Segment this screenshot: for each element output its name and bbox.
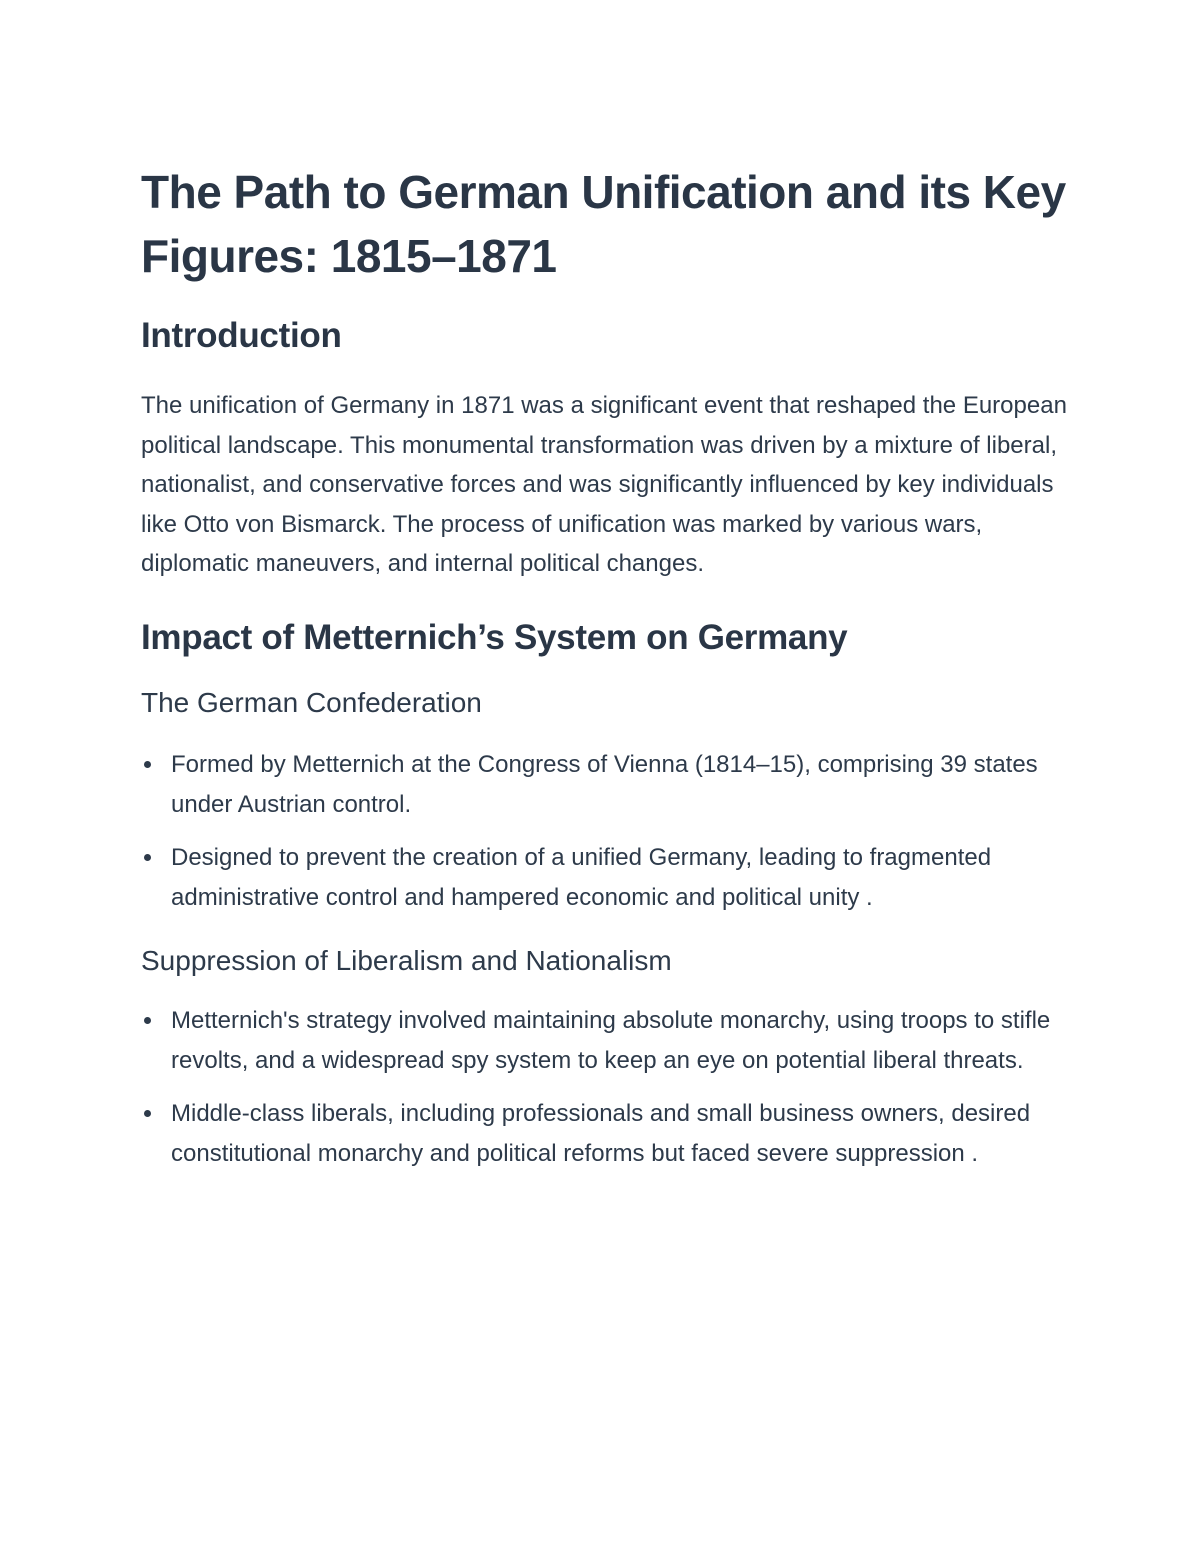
list-item <box>141 1094 1071 1174</box>
impact-heading: Impact of Metternich’s System on Germany <box>141 617 848 657</box>
suppression-heading: Suppression of Liberalism and Nationalism <box>141 944 672 976</box>
list-item-text: Formed by Metternich at the Congress of Vienna (1814–15), comprising 39 states under Austrian control. <box>171 750 1038 818</box>
list-item <box>141 745 1071 825</box>
list-item <box>141 1001 1071 1081</box>
document-content <box>141 160 1071 1187</box>
bullet-icon <box>144 1017 151 1024</box>
document-title: The Path to German Unification and its Key Figures: 1815–1871 <box>141 166 1066 282</box>
bullet-icon <box>144 854 151 861</box>
confederation-heading: The German Confederation <box>141 686 482 718</box>
list-item-text: Metternich's strategy involved maintaining absolute monarchy, using troops to stifle revolts, and a widespread spy system to keep an eye on potential liberal threats. <box>171 1006 1051 1074</box>
introduction-heading: Introduction <box>141 316 342 355</box>
introduction-paragraph: The unification of Germany in 1871 was a significant event that reshaped the European political landscape. This monumental transformation was driven by a mixture of liberal, nationalist, and conservative forces and was significantly influenced by key individuals like Otto von Bismarck. The process of unification was marked by various wars, diplomatic maneuvers, and internal political changes. <box>141 392 1067 577</box>
list-item-text: Middle-class liberals, including professionals and small business owners, desired constitutional monarchy and political reforms but faced severe suppression . <box>171 1099 1031 1167</box>
bullet-icon <box>144 761 151 768</box>
list-item <box>141 838 1071 918</box>
confederation-list <box>141 745 1071 918</box>
suppression-list <box>141 1001 1071 1174</box>
bullet-icon <box>144 1110 151 1117</box>
list-item-text: Designed to prevent the creation of a unified Germany, leading to fragmented administrative control and hampered economic and political unity . <box>171 843 992 911</box>
